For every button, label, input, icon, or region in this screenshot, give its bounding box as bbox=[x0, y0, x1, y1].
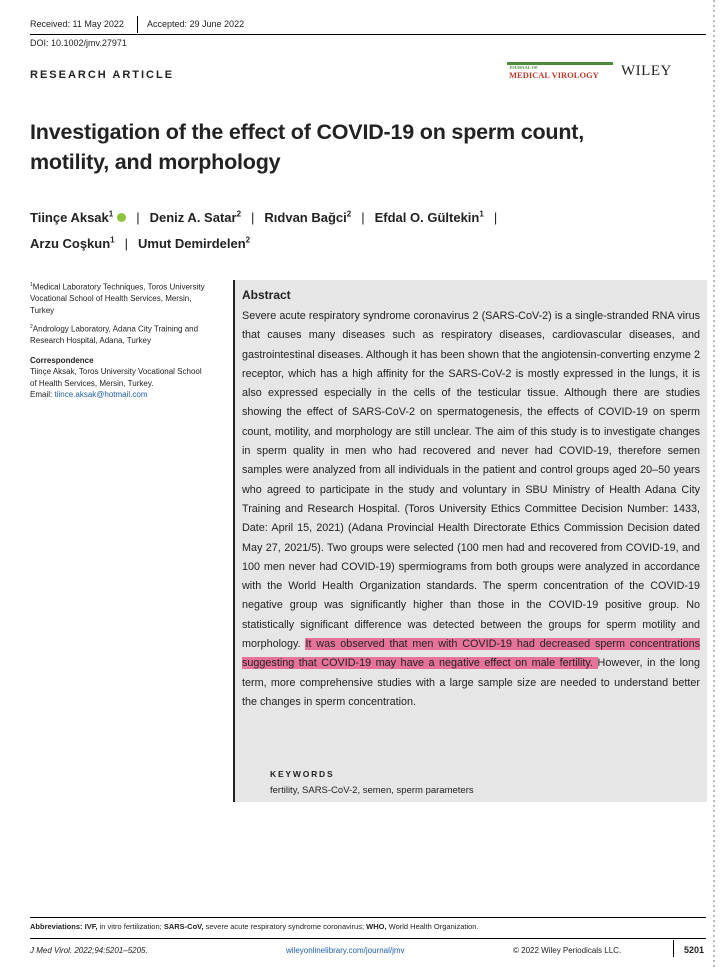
author[interactable]: Efdal O. Gültekin$^1$ bbox=[374, 210, 484, 226]
citation: J Med Virol. 2022;94:5201–5205. bbox=[30, 946, 148, 955]
keywords: fertility, SARS-CoV-2, semen, sperm parameters bbox=[270, 785, 474, 796]
abstract-left-rule bbox=[233, 280, 235, 802]
author[interactable]: Rıdvan Bağci$^2$ bbox=[264, 210, 352, 226]
abstract-heading: Abstract bbox=[242, 288, 291, 302]
journal-label-small: JOURNAL OF bbox=[509, 65, 538, 70]
accepted-date: Accepted: 29 June 2022 bbox=[147, 19, 245, 29]
article-title bbox=[30, 117, 690, 177]
affiliation-1: $^1$Medical Laboratory Techniques, Toros University Vocational School of Health Services, Mersin, Turkey bbox=[30, 282, 205, 315]
page-number: 5201 bbox=[684, 945, 705, 955]
footer-rule bbox=[30, 938, 706, 939]
footnote-rule bbox=[30, 917, 706, 918]
article-title-line-2: motility, and morphology bbox=[30, 150, 281, 174]
journal-name: MEDICAL VIROLOGY bbox=[509, 70, 599, 80]
author[interactable]: Tiinçe Aksak$^1$ bbox=[30, 210, 114, 226]
affiliation-2: $^2$Andrology Laboratory, Adana City Training and Research Hospital, Adana, Turkey bbox=[30, 324, 199, 346]
journal-url[interactable]: wileyonlinelibrary.com/journal/jmv bbox=[286, 946, 405, 955]
copyright: © 2022 Wiley Periodicals LLC. bbox=[513, 946, 622, 955]
orcid-icon[interactable] bbox=[117, 213, 126, 222]
email: Email: tiince.aksak@hotmail.com bbox=[30, 390, 148, 400]
author-list: Tiinçe Aksak$^1$ | Deniz A. Satar$^2$ | Rıdvan Bağci$^2$ | Efdal O. Gültekin$^1$ | Arzu Coşkun$^1$ | Umut Demirdelen$^2$ bbox=[30, 210, 498, 251]
journal-logo bbox=[507, 62, 613, 80]
affiliations bbox=[30, 280, 210, 401]
doi[interactable]: DOI: 10.1002/jmv.27971 bbox=[30, 38, 127, 48]
abstract-box bbox=[233, 280, 707, 802]
abstract-text-main: Severe acute respiratory syndrome coronavirus 2 (SARS-CoV-2) is a single-stranded RNA virus that causes many diseases such as respiratory diseases, cardiovascular diseases, and gastrointestinal diseases. Although it has been shown that the angiotensin-converting enzyme 2 receptor, which has a high affinity for the SARS-CoV-2 is mostly expressed in the lungs, it is also expressed especially in the cells of the testicular tissue. Although there are studies showing the effect of SARS-CoV-2 on spermatogenesis, the effects of COVID-19 on sperm count, motility, and morphology are still unclear. The aim of this study is to investigate changes in sperm quality in men who had recovered and never had COVID-19, therefore semen samples were analyzed from all individuals in the patient and control groups aged 20–50 years who agreed to participate in the study and voluntary in SBU Ministry of Health Adana City Training and Research Hospital. (Toros University Ethics Committee Decision Number: 1433, Date: April 15, 2021) (Adana Provincial Health Directorate Ethics Commission Decision dated May 27, 2021/5). Two groups were selected (100 men had and recovered from COVID-19, and 100 men never had COVID-19) spermiograms from both groups were analyzed in accordance with the World Health Organization standards. The sperm concentration of the COVID-19 negative group was significantly higher than those in the COVID-19 positive group. No statistically significant difference was detected between the groups for sperm motility and morphology. bbox=[242, 310, 700, 651]
author[interactable]: Umut Demirdelen$^2$ bbox=[138, 235, 251, 251]
correspondence: Tiinçe Aksak, Toros University Vocational School of Health Services, Mersin, Turkey. bbox=[30, 367, 202, 388]
article-title-line-1: Investigation of the effect of COVID-19 on sperm count, bbox=[30, 120, 585, 144]
page-divider bbox=[673, 940, 674, 957]
author[interactable]: Arzu Coşkun$^1$ bbox=[30, 235, 115, 251]
download-stamp bbox=[713, 0, 715, 967]
author[interactable]: Deniz A. Satar$^2$ bbox=[149, 210, 242, 226]
abbreviations: Abbreviations: IVF, in vitro fertilization; SARS-CoV, severe acute respiratory syndrome coronavirus; WHO, World Health Organization. bbox=[30, 922, 479, 931]
publisher-logo: WILEY bbox=[621, 63, 672, 79]
received-date: Received: 11 May 2022 bbox=[30, 19, 124, 29]
abstract-text-end: However, in the long term, more comprehensive studies with a large sample size are needed to understand better the changes in sperm concentration. bbox=[242, 657, 700, 708]
correspondence-heading: Correspondence bbox=[30, 355, 94, 365]
header-rule bbox=[30, 34, 706, 35]
abstract-highlight[interactable]: It was observed that men with COVID-19 had decreased sperm concentrations suggesting that COVID-19 may have a negative effect on male fertility. bbox=[242, 638, 700, 670]
email-link[interactable]: tiince.aksak@hotmail.com bbox=[54, 390, 148, 400]
article-type: RESEARCH ARTICLE bbox=[30, 69, 175, 81]
keywords-heading: KEYWORDS bbox=[270, 769, 335, 779]
abstract-text bbox=[242, 307, 700, 712]
header-divider bbox=[137, 16, 138, 33]
